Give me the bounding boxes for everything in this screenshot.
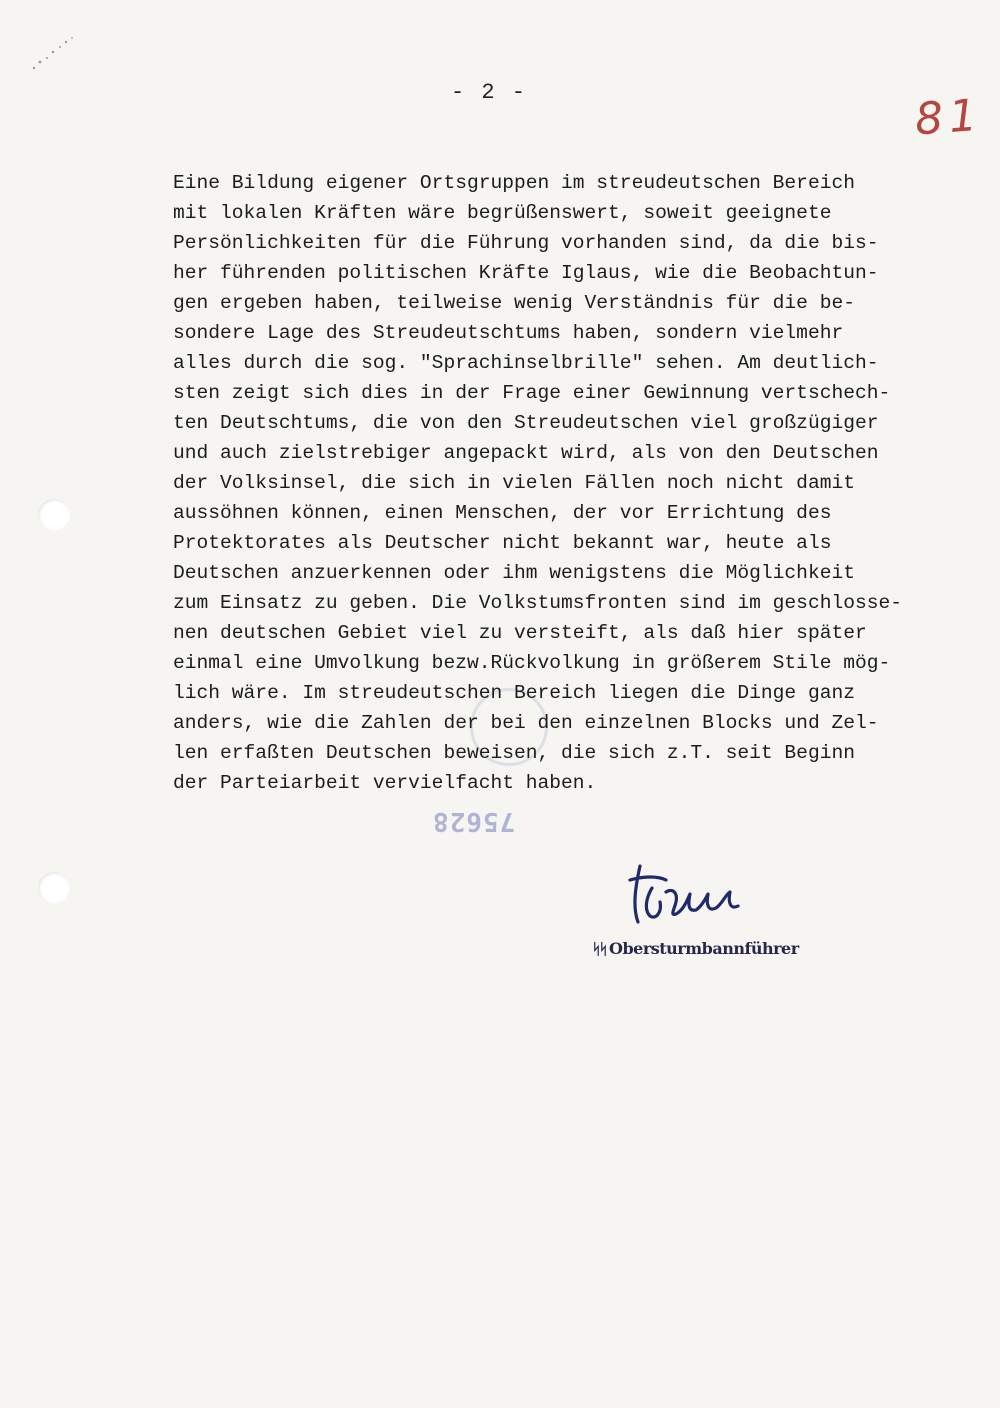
body-line: einmal eine Umvolkung bezw.Rückvolkung in größerem Stile mög- xyxy=(173,652,891,674)
body-line: sten zeigt sich dies in der Frage einer Gewinnung vertschech- xyxy=(173,382,891,404)
body-line: Eine Bildung eigener Ortsgruppen im streudeutschen Bereich xyxy=(173,172,855,194)
body-line: lich wäre. Im streudeutschen Bereich liegen die Dinge ganz xyxy=(173,682,855,704)
body-line: anders, wie die Zahlen der bei den einzelnen Blocks und Zel- xyxy=(173,712,879,734)
archive-folio-number: 81 xyxy=(913,89,985,146)
body-line: her führenden politischen Kräfte Iglaus, wie die Beobachtun- xyxy=(173,262,879,284)
body-line: sondere Lage des Streudeutschtums haben, sondern vielmehr xyxy=(173,322,844,344)
body-line: der Parteiarbeit vervielfacht haben. xyxy=(173,772,597,794)
ss-runes-mark: ᛋᛋ xyxy=(592,940,607,958)
page-number: - 2 - xyxy=(451,80,528,105)
body-line: Deutschen anzuerkennen oder ihm wenigstens die Möglichkeit xyxy=(173,562,855,584)
rank-stamp xyxy=(592,939,799,958)
body-line: len erfaßten Deutschen beweisen, die sich z.T. seit Beginn xyxy=(173,742,855,764)
body-line: nen deutschen Gebiet viel zu versteift, als daß hier später xyxy=(173,622,867,644)
punch-hole-bottom xyxy=(38,872,70,904)
file-number-stamp: 75628 xyxy=(432,806,516,836)
body-paragraph xyxy=(173,168,913,798)
body-line: ten Deutschtums, die von den Streudeutschen viel großzügiger xyxy=(173,412,879,434)
body-line: mit lokalen Kräften wäre begrüßenswert, soweit geeignete xyxy=(173,202,832,224)
body-line: alles durch die sog. "Sprachinselbrille" sehen. Am deutlich- xyxy=(173,352,879,374)
body-line: Persönlichkeiten für die Führung vorhanden sind, da die bis- xyxy=(173,232,879,254)
body-line: aussöhnen können, einen Menschen, der vor Errichtung des xyxy=(173,502,832,524)
body-line: der Volksinsel, die sich in vielen Fällen noch nicht damit xyxy=(173,472,855,494)
body-line: zum Einsatz zu geben. Die Volkstumsfronten sind im geschlosse- xyxy=(173,592,903,614)
corner-ink-mark xyxy=(22,30,82,75)
body-line: Protektorates als Deutscher nicht bekannt war, heute als xyxy=(173,532,832,554)
rank-title: Obersturmbannführer xyxy=(609,939,799,958)
punch-hole-top xyxy=(38,499,70,531)
body-line: gen ergeben haben, teilweise wenig Verständnis für die be- xyxy=(173,292,855,314)
body-line: und auch zielstrebiger angepackt wird, als von den Deutschen xyxy=(173,442,879,464)
handwritten-signature xyxy=(626,858,746,930)
